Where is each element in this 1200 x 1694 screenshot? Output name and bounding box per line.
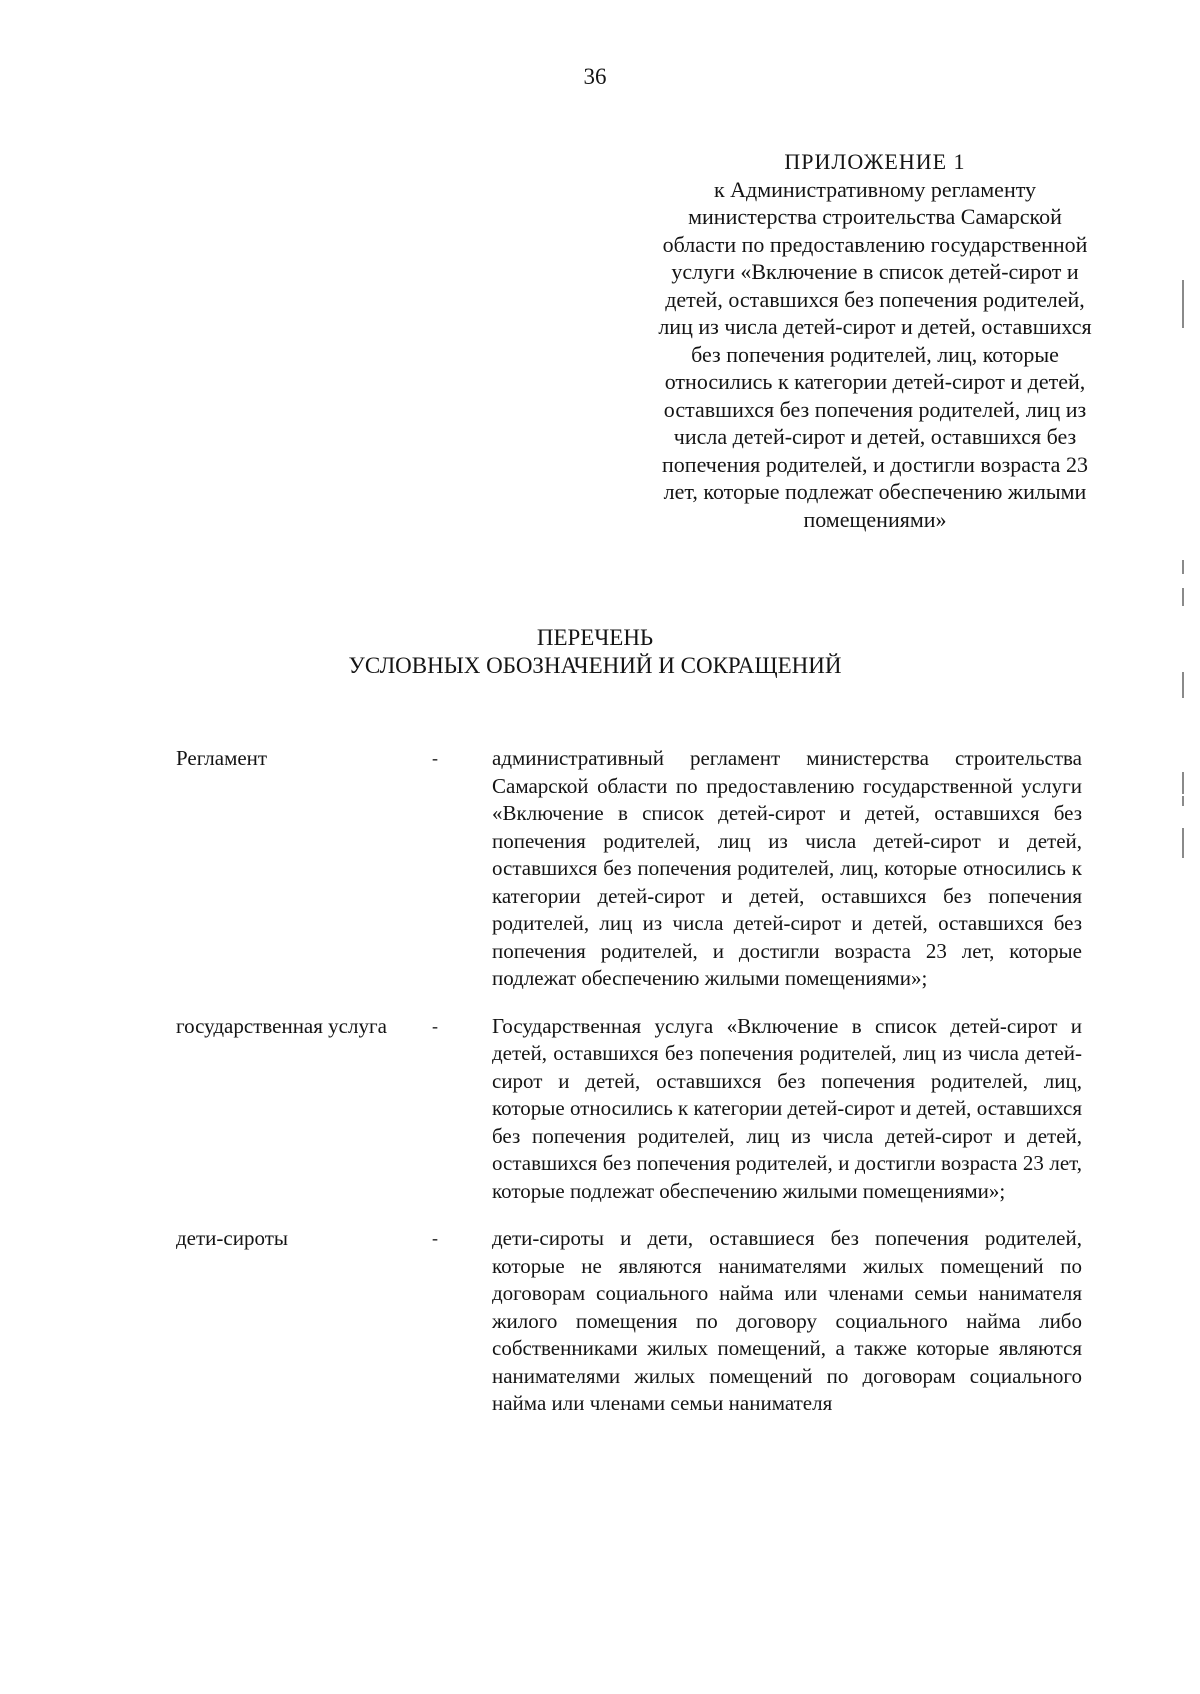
scan-mark	[1182, 560, 1184, 574]
definition-term: дети-сироты	[176, 1226, 288, 1250]
scan-mark	[1182, 772, 1184, 794]
appendix-header	[650, 148, 1100, 533]
definition-text: дети-сироты и дети, оставшиеся без попечения родителей, которые не являются нанимателями жилых помещений по договорам социального найма или членами семьи нанимателя жилого помещения по договору социального найма либо собственниками жилых помещений, а также которые являются нанимателями жилых помещений по договорам социального найма или членами семьи нанимателя	[492, 1226, 1082, 1415]
scan-mark	[1182, 828, 1184, 858]
page-number: 36	[583, 64, 607, 89]
definitions-list	[0, 745, 1200, 1438]
definition-text: Государственная услуга «Включение в список детей-сирот и детей, оставшихся без попечения родителей, лиц из числа детей-сирот и детей, оставшихся без попечения родителей, лиц, которые относились к категории детей-сирот и детей, оставшихся без попечения родителей, лиц из числа детей-сирот и детей, оставшихся без попечения родителей, и достигли возраста 23 лет, которые подлежат обеспечению жилыми помещениями»;	[492, 1013, 1082, 1203]
scan-mark	[1182, 796, 1184, 806]
scan-mark	[1182, 588, 1184, 606]
definition-row	[0, 1225, 1200, 1418]
definition-dash: -	[432, 1015, 438, 1036]
scan-mark	[1182, 280, 1184, 328]
definition-text: административный регламент министерства строительства Самарской области по предоставлению государственной услуги «Включение в список детей-сирот и детей, оставшихся без попечения родителей, лиц из числа детей-сирот и детей, оставшихся без попечения родителей, лиц, которые относились к категории детей-сирот и детей, оставшихся без попечения родителей, лиц из числа детей-сирот и детей, оставшихся без попечения родителей, и достигли возраста 23 лет, которые подлежат обеспечению жилыми помещениями»;	[492, 746, 1082, 990]
appendix-title: ПРИЛОЖЕНИЕ 1	[784, 149, 966, 174]
definition-row	[0, 745, 1200, 993]
list-title	[0, 624, 1190, 680]
definition-term: Регламент	[176, 746, 268, 770]
definition-term: государственная услуга	[176, 1013, 387, 1038]
list-title-line2: УСЛОВНЫХ ОБОЗНАЧЕНИЙ И СОКРАЩЕНИЙ	[348, 653, 842, 678]
list-title-line1: ПЕРЕЧЕНЬ	[536, 625, 654, 650]
definition-dash: -	[432, 1228, 438, 1248]
definition-dash: -	[432, 748, 438, 768]
definition-row	[0, 1013, 1200, 1206]
appendix-text: к Административному регламенту министерства строительства Самарской области по предоставлению государственной услуги «Включение в список детей-сирот и детей, оставшихся без попечения родителей, лиц из числа детей-сирот и детей, оставшихся без попечения родителей, лиц, которые относились к категории детей-сирот и детей, оставшихся без попечения родителей, лиц из числа детей-сирот и детей, оставшихся без попечения родителей, и достигли возраста 23 лет, которые подлежат обеспечению жилыми помещениями»	[658, 176, 1092, 532]
scan-mark	[1182, 672, 1184, 698]
